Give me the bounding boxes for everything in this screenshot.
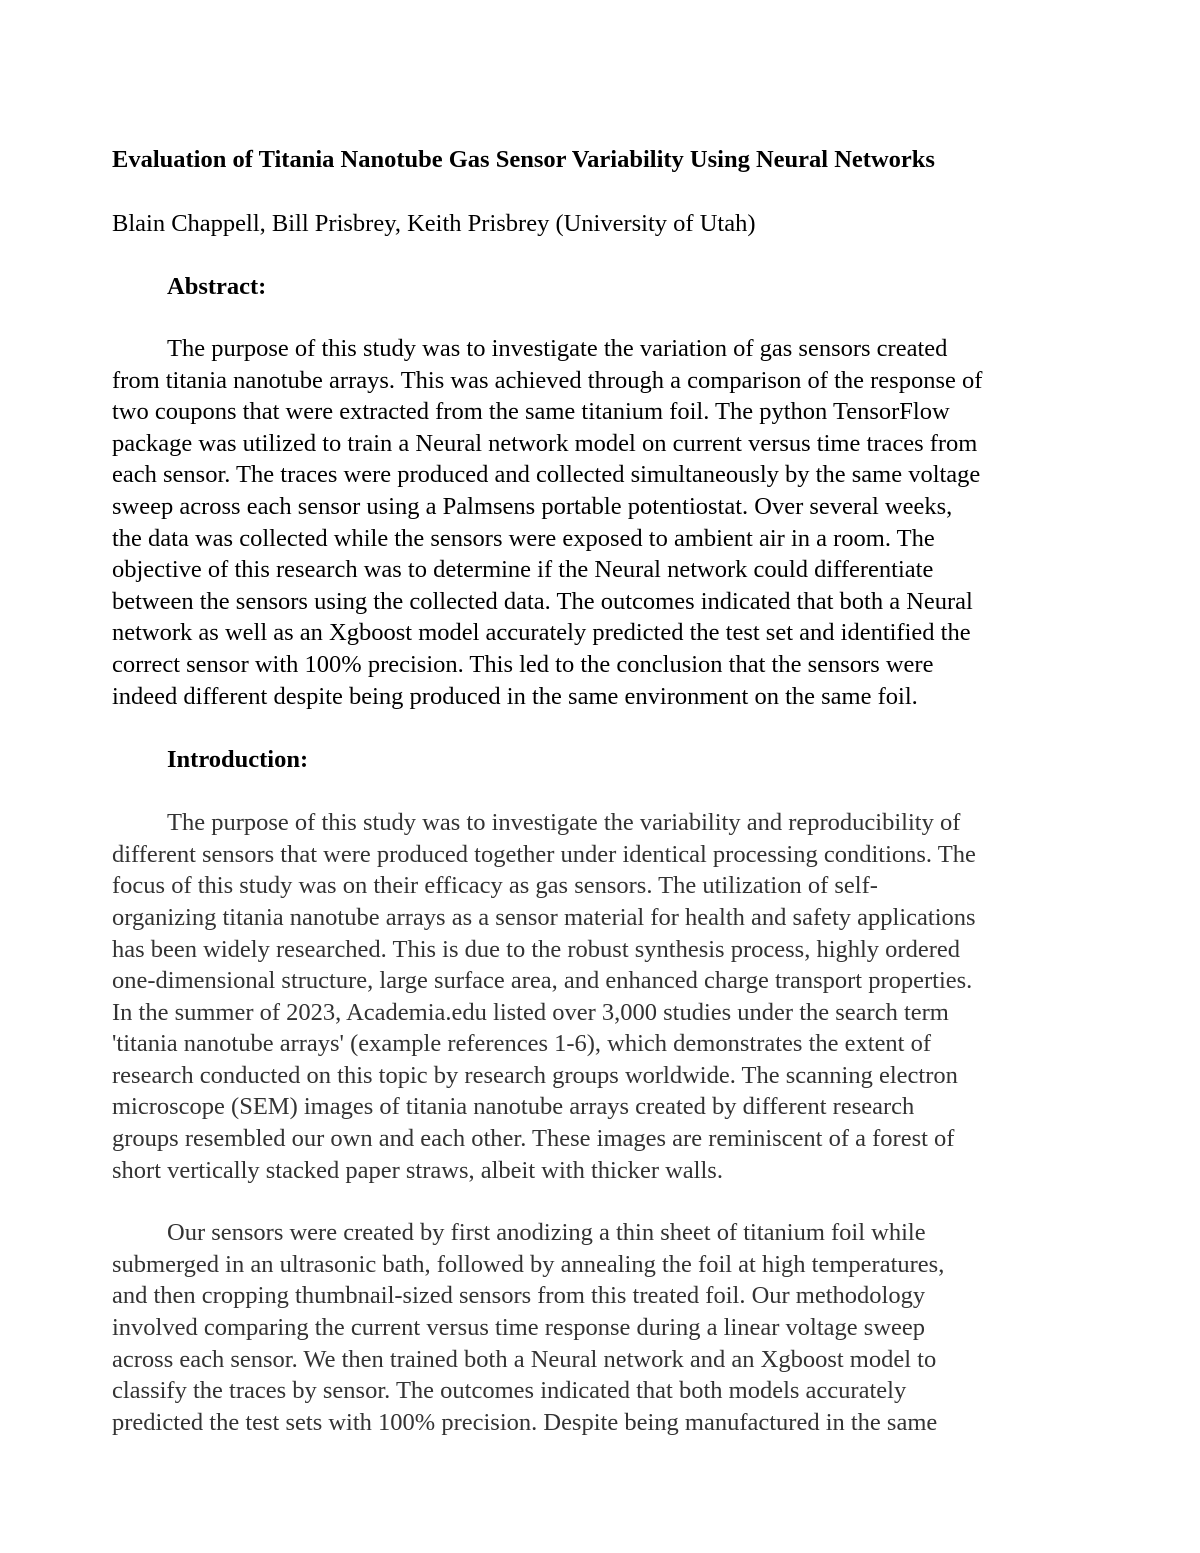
text-line: microscope (SEM) images of titania nanotube arrays created by different research <box>112 1093 915 1121</box>
text-line: across each sensor. We then trained both a Neural network and an Xgboost model to <box>112 1345 937 1373</box>
text-line: groups resembled our own and each other. These images are reminiscent of a forest of <box>112 1125 955 1153</box>
abstract-heading: Abstract: <box>167 273 267 300</box>
text-line: has been widely researched. This is due to the robust synthesis process, highly ordered <box>112 935 961 963</box>
text-line: submerged in an ultrasonic bath, followed by annealing the foil at high temperatures, <box>112 1250 945 1278</box>
text-line: Our sensors were created by first anodizing a thin sheet of titanium foil while <box>167 1219 926 1247</box>
text-line: The purpose of this study was to investigate the variation of gas sensors created <box>167 335 948 362</box>
text-line: different sensors that were produced together under identical processing conditions. The <box>112 840 976 868</box>
text-line: focus of this study was on their efficacy as gas sensors. The utilization of self- <box>112 872 878 900</box>
text-line: involved comparing the current versus time response during a linear voltage sweep <box>112 1314 926 1342</box>
text-line: organizing titania nanotube arrays as a sensor material for health and safety applications <box>112 903 976 931</box>
text-line: one-dimensional structure, large surface area, and enhanced charge transport properties. <box>112 967 973 995</box>
text-line: short vertically stacked paper straws, albeit with thicker walls. <box>112 1156 723 1184</box>
author-list: Blain Chappell, Bill Prisbrey, Keith Prisbrey (University of Utah) <box>112 210 756 237</box>
text-line: objective of this research was to determine if the Neural network could differentiate <box>112 556 934 584</box>
text-line: In the summer of 2023, Academia.edu listed over 3,000 studies under the search term <box>112 998 949 1026</box>
text-line: sweep across each sensor using a Palmsens portable potentiostat. Over several weeks, <box>112 492 953 520</box>
text-line: between the sensors using the collected data. The outcomes indicated that both a Neural <box>112 587 973 615</box>
text-line: package was utilized to train a Neural network model on current versus time traces from <box>112 429 978 457</box>
text-line: each sensor. The traces were produced and collected simultaneously by the same voltage <box>112 461 981 489</box>
text-line: two coupons that were extracted from the same titanium foil. The python TensorFlow <box>112 398 950 426</box>
introduction-heading: Introduction: <box>167 746 309 774</box>
introduction-paragraph-1 <box>112 807 1092 1186</box>
introduction-paragraph-2 <box>112 1217 1092 1438</box>
text-line: indeed different despite being produced in the same environment on the same foil. <box>112 682 918 710</box>
text-line: predicted the test sets with 100% precision. Despite being manufactured in the same <box>112 1408 938 1436</box>
abstract-paragraph <box>112 333 1092 712</box>
text-line: correct sensor with 100% precision. This led to the conclusion that the sensors were <box>112 650 934 678</box>
text-line: from titania nanotube arrays. This was achieved through a comparison of the response of <box>112 366 983 394</box>
text-line: and then cropping thumbnail-sized sensors from this treated foil. Our methodology <box>112 1282 926 1310</box>
text-line: research conducted on this topic by research groups worldwide. The scanning electron <box>112 1061 958 1089</box>
text-line: network as well as an Xgboost model accurately predicted the test set and identified the <box>112 619 971 647</box>
text-line: the data was collected while the sensors were exposed to ambient air in a room. The <box>112 524 935 552</box>
document-page <box>112 140 1092 1438</box>
text-line: The purpose of this study was to investigate the variability and reproducibility of <box>167 809 961 837</box>
text-line: classify the traces by sensor. The outcomes indicated that both models accurately <box>112 1377 907 1405</box>
text-line: 'titania nanotube arrays' (example references 1-6), which demonstrates the extent of <box>112 1030 932 1058</box>
paper-title: Evaluation of Titania Nanotube Gas Sensor Variability Using Neural Networks <box>112 146 935 173</box>
